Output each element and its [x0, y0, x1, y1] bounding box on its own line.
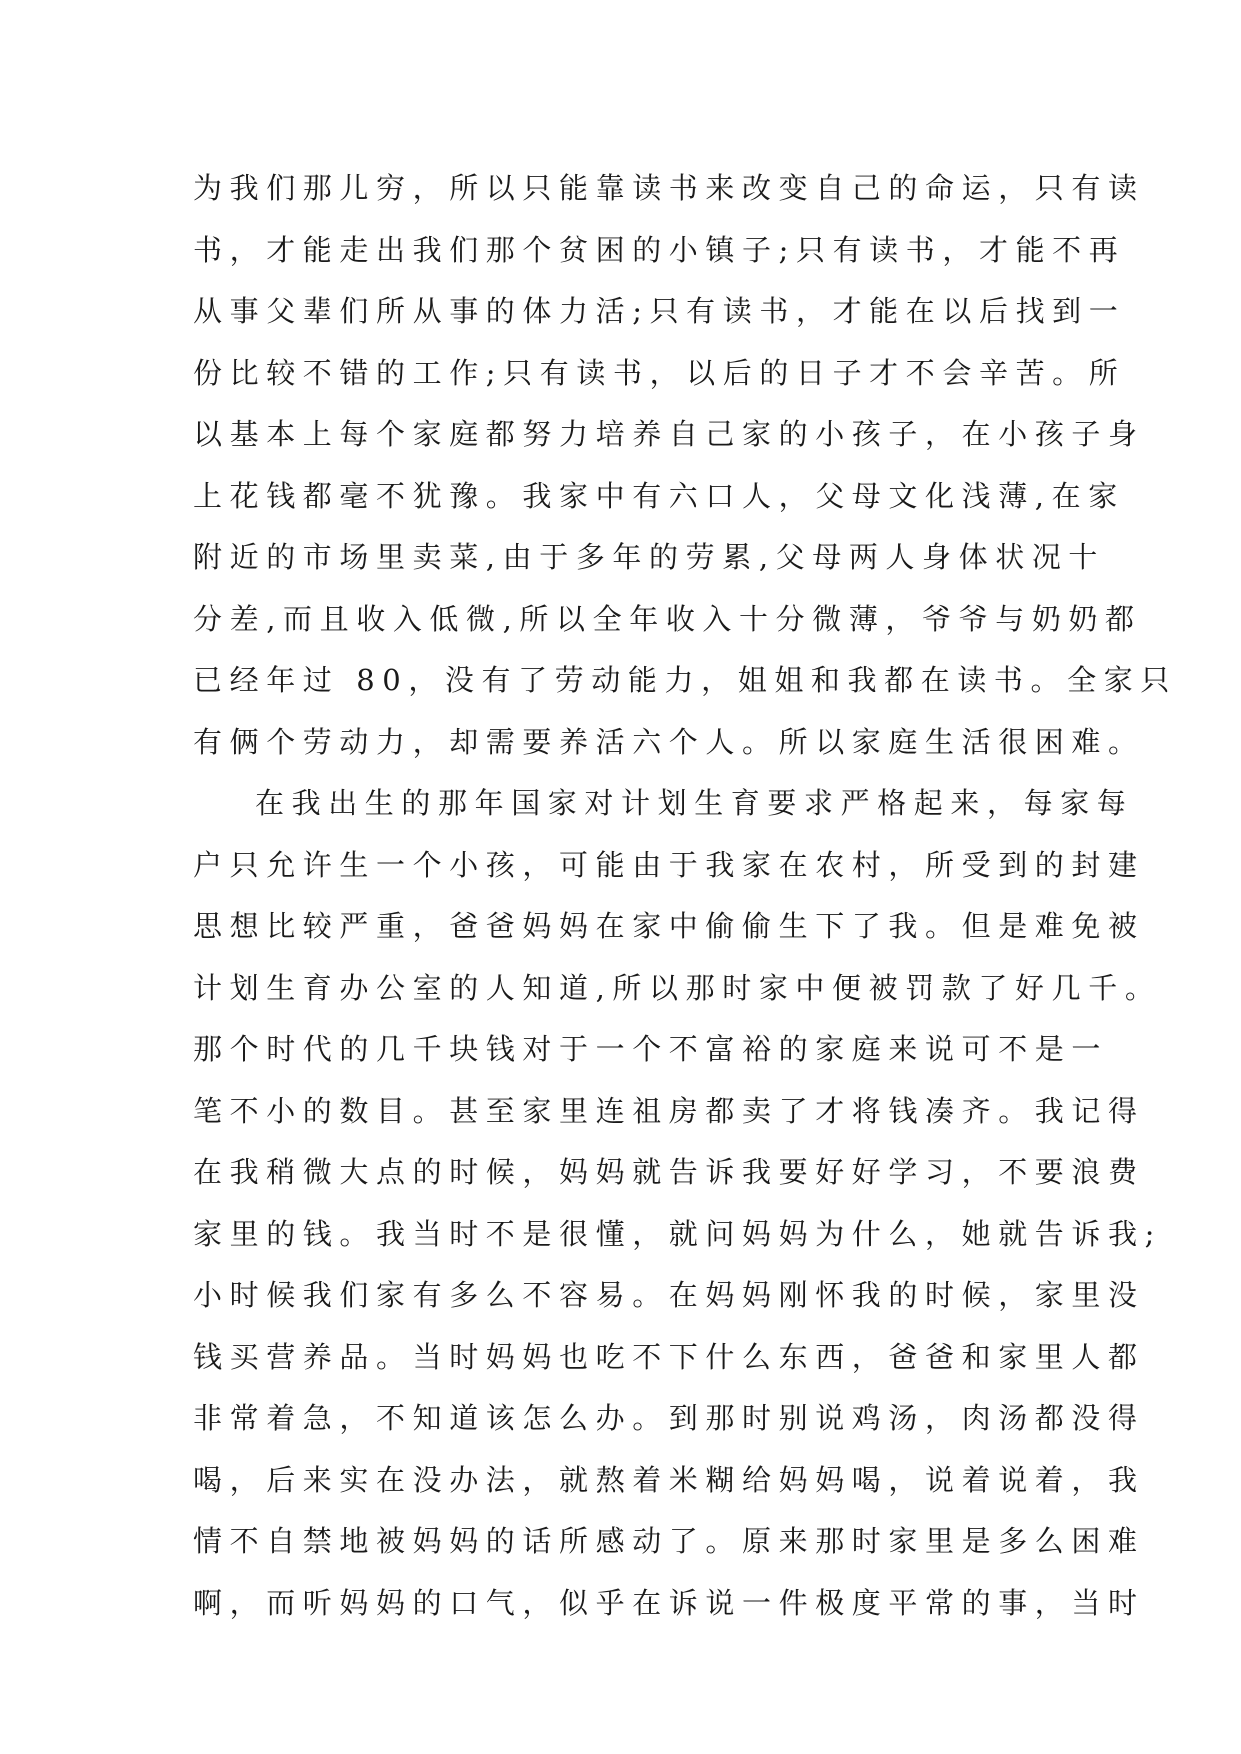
text-line: 非常着急，不知道该怎么办。到那时别说鸡汤，肉汤都没得 [193, 1401, 1145, 1435]
text-line: 钱买营养品。当时妈妈也吃不下什么东西，爸爸和家里人都 [193, 1339, 1145, 1374]
text-line: 那个时代的几千块钱对于一个不富裕的家庭来说可不是一 [193, 1032, 1109, 1066]
text-line: 啊，而听妈妈的口气，似乎在诉说一件极度平常的事，当时 [193, 1585, 1145, 1620]
text-line: 有俩个劳动力，却需要养活六个人。所以家庭生活很困难。 [193, 724, 1145, 759]
text-line: 已经年过 80，没有了劳动能力，姐姐和我都在读书。全家只 [193, 663, 1177, 697]
text-line: 从事父辈们所从事的体力活;只有读书，才能在以后找到一 [193, 294, 1126, 328]
text-line: 思想比较严重，爸爸妈妈在家中偷偷生下了我。但是难免被 [193, 909, 1145, 943]
body-text [193, 158, 1177, 1634]
text-line: 家里的钱。我当时不是很懂，就问妈妈为什么，她就告诉我; [193, 1216, 1162, 1251]
text-line: 份比较不错的工作;只有读书，以后的日子才不会辛苦。所 [193, 355, 1126, 390]
text-line: 书，才能走出我们那个贫困的小镇子;只有读书，才能不再 [193, 232, 1126, 267]
paragraph-first-line: 在我出生的那年国家对计划生育要求严格起来，每家每 [255, 786, 1134, 820]
text-line: 附近的市场里卖菜,由于多年的劳累,父母两人身体状况十 [193, 540, 1106, 574]
text-line: 计划生育办公室的人知道,所以那时家中便被罚款了好几千。 [193, 970, 1162, 1005]
text-line: 分差,而且收入低微,所以全年收入十分微薄，爷爷与奶奶都 [193, 601, 1142, 636]
text-line: 上花钱都毫不犹豫。我家中有六口人，父母文化浅薄,在家 [193, 478, 1125, 513]
text-line: 情不自禁地被妈妈的话所感动了。原来那时家里是多么困难 [193, 1524, 1145, 1558]
text-line: 小时候我们家有多么不容易。在妈妈刚怀我的时候，家里没 [193, 1278, 1145, 1312]
text-line: 在我稍微大点的时候，妈妈就告诉我要好好学习，不要浪费 [193, 1155, 1145, 1189]
text-line: 喝，后来实在没办法，就熬着米糊给妈妈喝，说着说着，我 [193, 1462, 1145, 1497]
text-line: 以基本上每个家庭都努力培养自己家的小孩子，在小孩子身 [193, 417, 1145, 451]
text-line: 户只允许生一个小孩，可能由于我家在农村，所受到的封建 [193, 847, 1145, 882]
text-line: 为我们那儿穷，所以只能靠读书来改变自己的命运，只有读 [193, 171, 1145, 205]
text-line: 笔不小的数目。甚至家里连祖房都卖了才将钱凑齐。我记得 [193, 1093, 1145, 1128]
